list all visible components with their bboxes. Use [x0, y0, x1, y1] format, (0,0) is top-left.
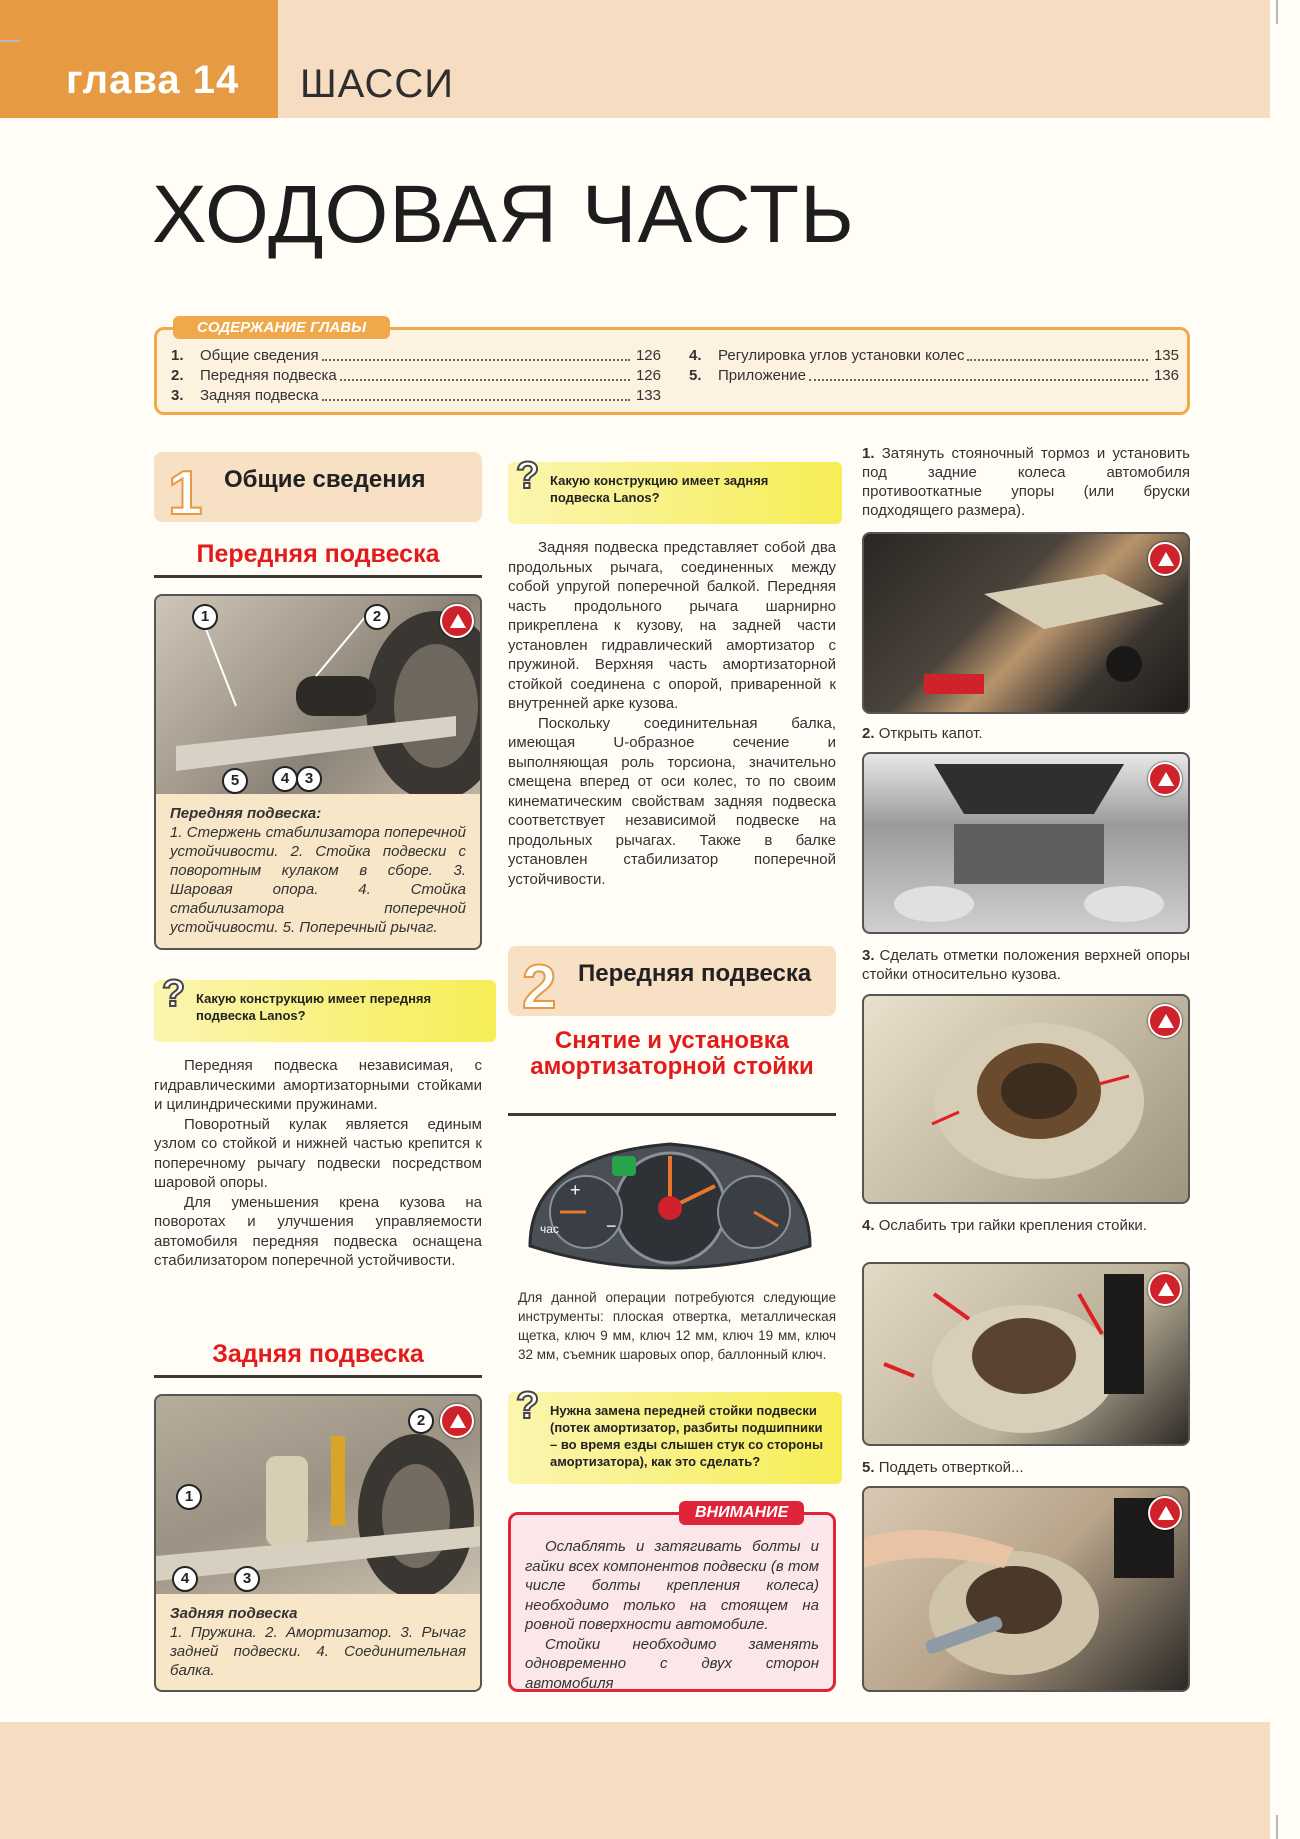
section-1-header: [154, 452, 482, 528]
attention-box: [508, 1504, 836, 1692]
step-number: 1.: [862, 445, 875, 462]
difficulty-dashboard: [520, 1126, 820, 1276]
brand-logo: [1148, 542, 1182, 576]
paragraph: Передняя подвеска независимая, с гидравлическими амортизаторными стойками и цилиндрическими пружинами.: [154, 1057, 482, 1113]
section-title: Передняя подвеска: [578, 960, 812, 987]
toc-dots: [967, 346, 1148, 361]
toc-num: 2.: [171, 367, 184, 384]
step-text: Поддеть отверткой...: [878, 1459, 1024, 1476]
caption-title: Передняя подвеска:: [170, 805, 322, 822]
toc-item[interactable]: [689, 346, 1179, 366]
brand-logo: [1148, 1004, 1182, 1038]
rear-text: [508, 538, 836, 889]
step-3: [862, 946, 1190, 984]
callout-4: 4: [272, 766, 298, 792]
brand-logo: [1148, 762, 1182, 796]
strut-question: [508, 1385, 842, 1484]
attention-paragraph: Стойки необходимо заменять одновременно с двух сторон автомобиля: [525, 1635, 819, 1692]
callout-2: 2: [408, 1408, 434, 1434]
toc-dots: [340, 366, 630, 381]
handbrake-illustration: [864, 534, 1190, 714]
callout-3: 3: [296, 766, 322, 792]
question-icon: ?: [162, 973, 186, 1015]
step-number: 5.: [862, 1459, 875, 1476]
step-number: 4.: [862, 1217, 875, 1234]
heading-rule: [508, 1113, 836, 1116]
strut-removal-heading: Снятие и установка амортизаторной стойки: [530, 1027, 814, 1080]
toc-page: 136: [1153, 367, 1179, 384]
heading-rule: [154, 1375, 482, 1378]
caption-text: 1. Стержень стабилизатора поперечной устойчивости. 2. Стойка подвески с поворотным кулаком в сборе. 3. Шаровая опора. 4. Стойка стабилизатора поперечной устойчивости. 5. Поперечный рычаг.: [170, 824, 466, 936]
section-title: Общие сведения: [224, 466, 426, 493]
callout-3: 3: [234, 1566, 260, 1592]
open-hood-illustration: [864, 754, 1190, 934]
step-number: 3.: [862, 947, 875, 964]
strut-mount-marks-photo: [862, 994, 1190, 1204]
step-number: 2.: [862, 725, 875, 742]
footer-band: [0, 1722, 1270, 1839]
toc-num: 1.: [171, 347, 184, 364]
front-suspension-caption: [154, 794, 482, 950]
brand-logo: [1148, 1272, 1182, 1306]
question-icon: ?: [516, 455, 540, 497]
toc-dots: [322, 386, 630, 401]
toc-item[interactable]: [689, 366, 1179, 386]
toc-label: Приложение: [718, 367, 806, 384]
step-4: [862, 1216, 1190, 1235]
front-text: [154, 1056, 482, 1271]
attention-title: ВНИМАНИЕ: [679, 1501, 804, 1525]
handbrake-photo: [862, 532, 1190, 714]
toc-title: СОДЕРЖАНИЕ ГЛАВЫ: [173, 316, 390, 339]
section-2-header: [508, 946, 836, 1022]
dashboard-hour-label: час: [540, 1222, 559, 1236]
toc-label: Передняя подвеска: [200, 367, 337, 384]
rear-question: [508, 455, 842, 524]
dashboard-illustration: [520, 1126, 820, 1276]
step-1: [862, 444, 1190, 520]
front-suspension-heading: Передняя подвеска: [196, 540, 440, 568]
tools-text: Для данной операции потребуются следующие инструменты: плоская отвертка, металлическая щетка, ключ 9 мм, ключ 12 мм, ключ 19 мм, ключ 32 мм, съемник шаровых опор, баллонный ключ.: [518, 1290, 836, 1362]
pry-screwdriver-illustration: [864, 1488, 1190, 1692]
brand-logo: [440, 1404, 474, 1438]
rear-suspension-caption: [154, 1594, 482, 1692]
caption-text: 1. Пружина. 2. Амортизатор. 3. Рычаг задней подвески. 4. Соединительная балка.: [170, 1624, 466, 1679]
loosen-nuts-illustration: [864, 1264, 1190, 1446]
strut-mount-illustration: [864, 996, 1190, 1204]
step-5: [862, 1458, 1190, 1477]
crop-mark: [0, 40, 20, 42]
front-question: [154, 973, 496, 1042]
step-2: [862, 724, 1190, 743]
question-icon: ?: [516, 1385, 540, 1427]
toc-item[interactable]: [171, 366, 661, 386]
step-text: Сделать отметки положения верхней опоры стойки относительно кузова.: [862, 947, 1190, 983]
paragraph: Задняя подвеска представляет собой два продольных рычага, соединенных между собой упругой поперечной балкой. Передняя часть продольного рычага шарнирно прикреплена к кузову, на задней части установлен гидравлический амортизатор с пружиной. Верхняя часть амортизаторной стойкой соединена с опорой, приваренной к внутренней арке кузова.: [508, 539, 836, 712]
callout-5: 5: [222, 768, 248, 794]
question-text: Нужна замена передней стойки подвески (потек амортизатор, разбиты подшипники – во время езды слышен стук со стороны амортизатора), как это сделать?: [550, 1403, 824, 1469]
section-number: 2: [522, 953, 557, 1022]
toc-item[interactable]: [171, 386, 661, 406]
caption-title: Задняя подвеска: [170, 1605, 298, 1622]
brand-logo: [1148, 1496, 1182, 1530]
toc-page: 126: [635, 367, 661, 384]
front-suspension-photo: [154, 594, 482, 794]
callout-1: 1: [176, 1484, 202, 1510]
chapter-label: глава 14: [0, 0, 278, 118]
crop-mark: [1276, 1815, 1278, 1839]
callout-4: 4: [172, 1566, 198, 1592]
heading-rule: [154, 575, 482, 578]
open-hood-photo: [862, 752, 1190, 934]
rear-suspension-heading: Задняя подвеска: [212, 1340, 424, 1368]
paragraph: Поворотный кулак является единым узлом со стойкой и нижней частью крепится к поперечному рычагу подвески посредством шаровой опоры.: [154, 1115, 482, 1191]
rear-suspension-photo: [154, 1394, 482, 1594]
crop-mark: [1276, 0, 1278, 24]
toc-item[interactable]: [171, 346, 661, 366]
svg-text:−: −: [606, 1216, 617, 1236]
section-label: ШАССИ: [300, 62, 454, 106]
toc-num: 4.: [689, 347, 702, 364]
toc-num: 5.: [689, 367, 702, 384]
toc-num: 3.: [171, 387, 184, 404]
page-title: ХОДОВАЯ ЧАСТЬ: [152, 169, 855, 260]
step-text: Открыть капот.: [878, 725, 983, 742]
loosen-nuts-photo: [862, 1262, 1190, 1446]
callout-1: 1: [192, 604, 218, 630]
step-text: Затянуть стояночный тормоз и установить под задние колеса автомобиля противооткатные упоры (или бруски подходящего размера).: [862, 445, 1190, 519]
paragraph: Поскольку соединительная балка, имеющая U-образное сечение и выполняющая роль торсиона, значительно смещена вперед от оси колес, то по своим кинематическим свойствам задняя подвеска соответствует независимой подвеске на продольных рычагах. Также в балке установлен стабилизатор поперечной устойчивости.: [508, 714, 836, 888]
svg-text:+: +: [570, 1180, 581, 1200]
step-text: Ослабить три гайки крепления стойки.: [878, 1217, 1147, 1234]
toc-label: Регулировка углов установки колес: [718, 347, 965, 364]
attention-paragraph: Ослаблять и затягивать болты и гайки всех компонентов подвески (в том числе болты крепления колеса) необходимо только на стоящем на ровной поверхности автомобиле.: [525, 1538, 819, 1633]
callout-2: 2: [364, 604, 390, 630]
toc-column-right: [689, 346, 1179, 386]
toc-column-left: [171, 346, 661, 406]
brand-logo: [440, 604, 474, 638]
toc-label: Задняя подвеска: [200, 387, 319, 404]
toc-page: 135: [1153, 347, 1179, 364]
toc-dots: [322, 346, 630, 361]
table-of-contents: [154, 319, 1190, 415]
toc-page: 133: [635, 387, 661, 404]
paragraph: Для уменьшения крена кузова на поворотах и улучшения управляемости автомобиля передняя подвеска оснащена стабилизатором поперечной устойчивости.: [154, 1193, 482, 1269]
toc-dots: [809, 366, 1148, 381]
question-text: Какую конструкцию имеет передняя подвеска Lanos?: [196, 991, 432, 1023]
section-number: 1: [168, 459, 203, 528]
pry-screwdriver-photo: [862, 1486, 1190, 1692]
question-text: Какую конструкцию имеет задняя подвеска Lanos?: [550, 473, 769, 505]
toc-page: 126: [635, 347, 661, 364]
toc-label: Общие сведения: [200, 347, 319, 364]
